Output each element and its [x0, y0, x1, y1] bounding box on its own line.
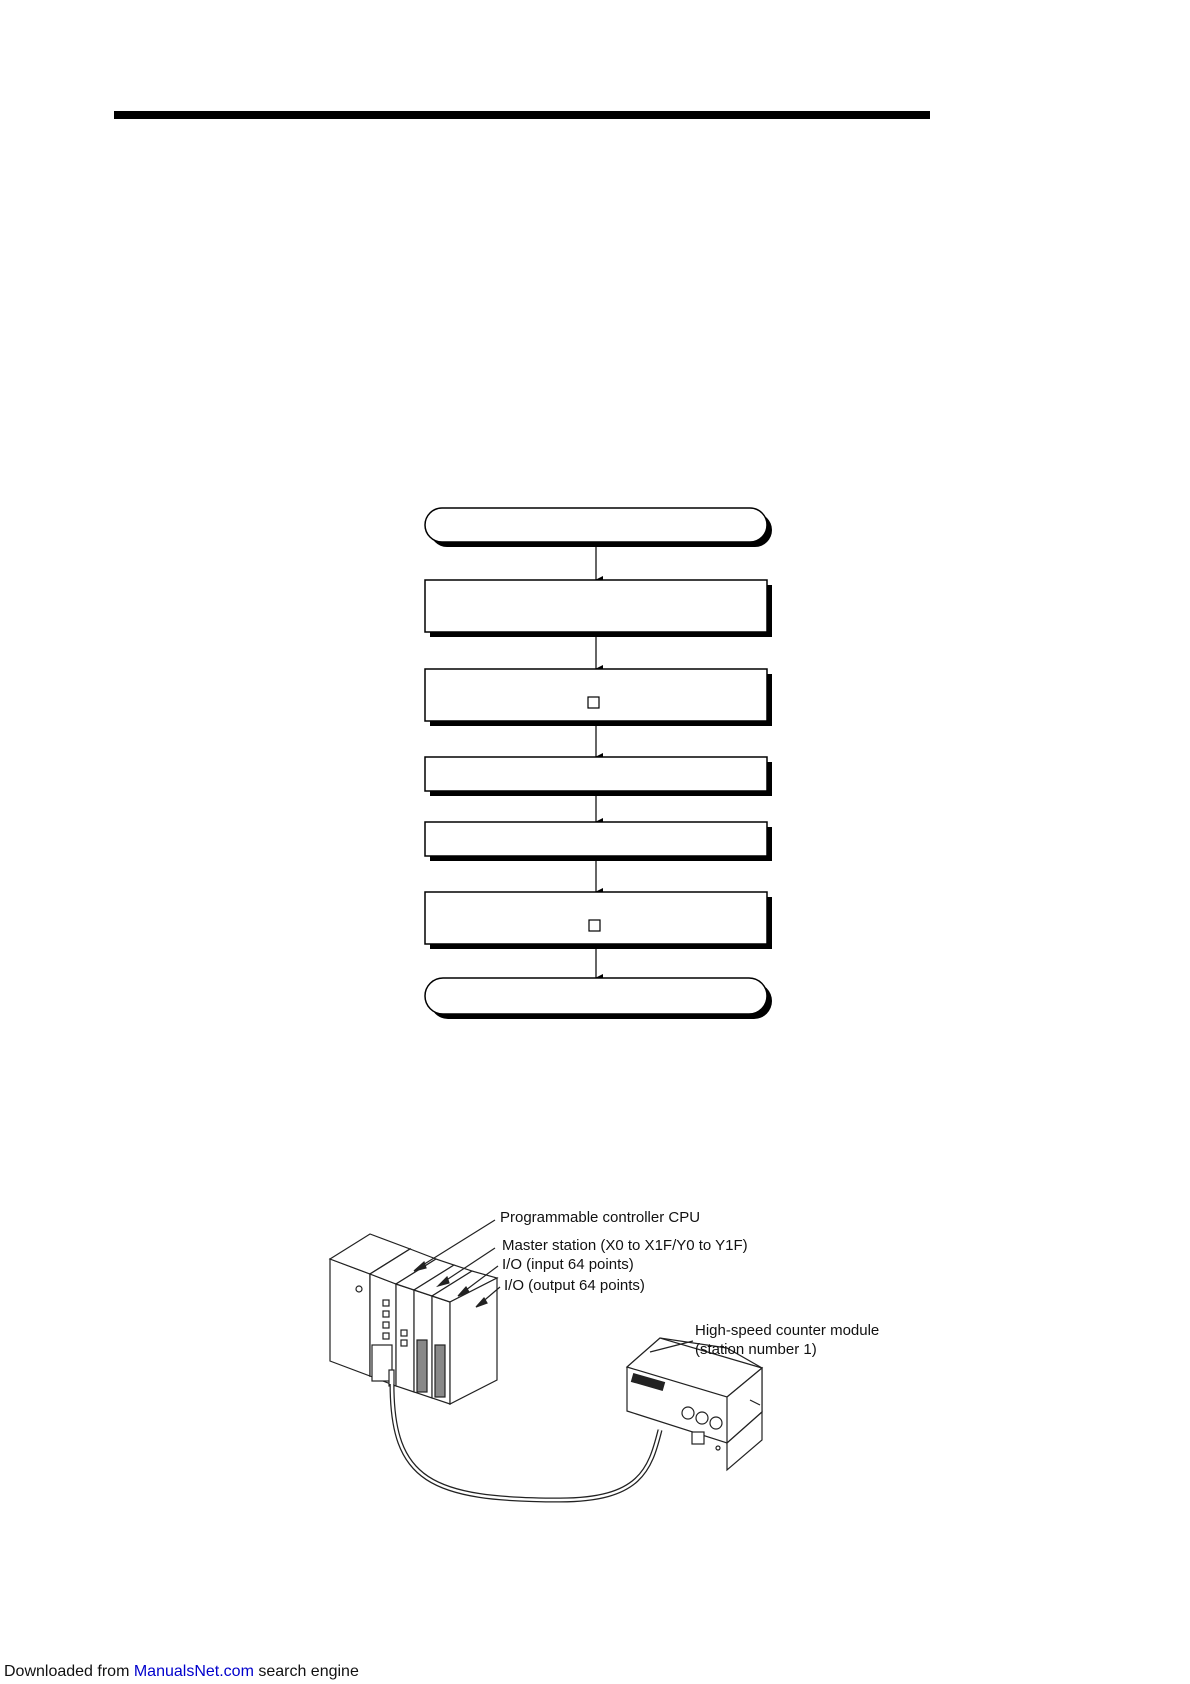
label-master-station: Master station (X0 to X1F/Y0 to Y1F): [502, 1237, 748, 1254]
label-station-number: (station number 1): [695, 1341, 817, 1358]
label-io-input: I/O (input 64 points): [502, 1256, 634, 1273]
label-io-output: I/O (output 64 points): [504, 1277, 645, 1294]
footer-link[interactable]: ManualsNet.com: [133, 1663, 254, 1680]
label-high-speed-counter-module: High-speed counter module: [695, 1322, 880, 1339]
cable-icon: [392, 1384, 660, 1500]
label-programmable-controller-cpu: Programmable controller CPU: [500, 1209, 701, 1226]
footer-suffix: search engine: [253, 1663, 359, 1680]
footer: [4, 1662, 359, 1681]
footer-prefix: Downloaded from: [4, 1663, 134, 1680]
